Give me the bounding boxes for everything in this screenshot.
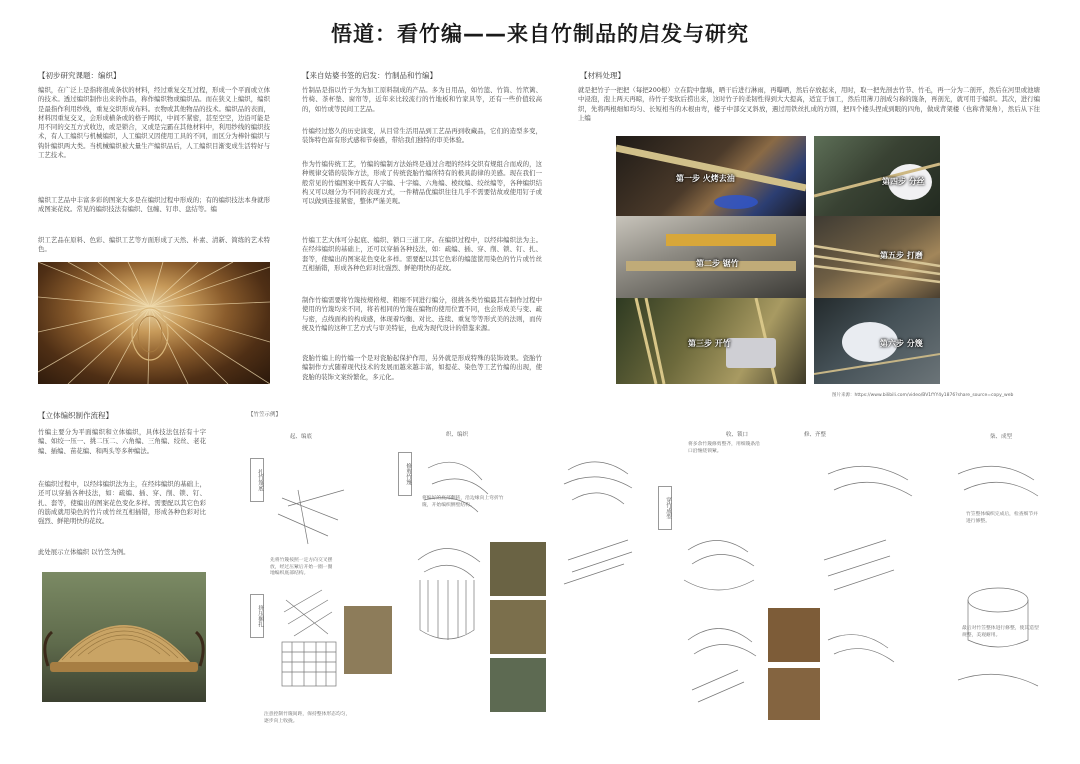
step-2-photo [616,216,806,298]
side-label-3: 修剪竹篾 [398,452,412,496]
material-processing-heading: 【材料处理】 [580,71,625,80]
3d-weaving-para-1: 竹编主要分为平面编织和立体编织，具体技法包括有十字编、如绞一压一、挑二压二、六角编、三角编、绞丝、老花编、插编、苗花编、和两头等多种编法。 [38,428,206,455]
step-4-label: 第四步 分丝 [882,177,925,186]
image-source: 图片来源：https://www.bilibili.com/video/BV1fYY4y1876?share_source=copy_web [832,393,1014,398]
weaving-research-para-1: 编织，在广泛上是指将很成条状的材料，经过重复交互过程，形成一个平面或立体的技术。透过编织制作出来的作品，称作编织物或编织品。而在狭义上编织，编织是最指作利用纱线，重复交织形成布料。衣物或其他物品的技术。编织品的表面，材料因重复交叉，会形成横条或的格子网状，中间不紧密，甚至空空，边沿可能是用不同的交互方式收边，或是锁合，又或是完霸在其他材料中，利用纱线的编织技术，有人工编织与机械编织，人工编织又因使用工具的不同，而区分为棒针编织与钩针编织两大类。当机械编织被大量生产编织品后，人工编织目渐变成生活特好与工艺技术。 [38,86,270,160]
weaving-research-heading: 【初步研究课题：编织】 [38,71,121,80]
weaving-research-para-3: 织工艺品在原料、色彩、编织工艺等方面形成了天然、朴素、清新、简练的艺术特色。 [38,236,270,254]
side-label-1: 扎竹篾底 [250,458,264,502]
weaving-research-para-2: 编织工艺品中丰富多彩的图案大多是在编织过程中形成的；有的编织技法本身就形成图案花纹。常见的编织技法有编织、包缠、钉串、盘结等。编 [38,196,270,214]
process-step-4: 修、齐整 [804,432,827,438]
process-note-3: 注意控制竹篾间距，保持整体形态均匀，逐步向上收拢。 [264,712,351,724]
process-note-1: 先将竹篾按照一定方向交叉摆放，经过压紧后开始一圈一圈地编织底部结构。 [270,558,333,576]
bamboo-products-para-6: 瓷胎竹编上的竹编一个是对瓷胎起保护作用，另外就是形成特殊的装饰效果。瓷胎竹编制作方式随着现代技术的发展而越来越丰富，如提花、染色等工艺竹编的出现，使瓷胎的装饰文案纷繁化，多元化。 [302,354,542,381]
bamboo-products-para-1: 竹制品是指以竹子为为加工原料制成的产品。多为日用品，如竹篮、竹筒、竹笊篱、竹椅、茶杯垫、窗帘等，近年来比较流行的竹地板和竹家具等，还有一些价值较高的，如竹或等民间工艺品。 [302,86,542,113]
process-note-6: 最后对竹笠整体进行修整，使其造型规整，美观耐用。 [962,626,1039,638]
process-heading: 【竹笠示例】 [248,412,282,418]
material-processing-para: 就是把竹子一把把（每把200根）立在院中靠墙，晒干后进行淋雨，再曝晒，然后存放起来，用时，取一把先剖去竹节、竹毛，再一分为二剖开，然后在河里或池塘中浸泡，泡上两天再晾，待竹子变软后捞出来，这时竹子的柔韧性得到大大提高，适宜于加工，然后用薄刀剖成匀称的篾条，再剖光，就可用于编织。其次，进行编织，先将两根细如均匀、长短相当的木根由弯，楼子中部交叉斜放，遇过用铁丝扎成的方圆，把四个楼头捏成到眼的四角，做成背架楼（也称背架角），然后从下往上编 [578,86,1040,122]
3d-weaving-para-3: 此处展示立体编织 以竹笠为例。 [38,548,130,556]
bamboo-products-para-2: 竹编经过悠久的历史演变，从目常生活用品到工艺品再到收藏品，它们的造型多变，装饰特色富有形式感和节奏感，带给我们独特的审美体验。 [302,127,542,145]
bamboo-dome-rays [38,262,270,384]
bamboo-hat-photo [42,572,206,702]
step-3-photo [616,298,806,384]
bamboo-products-heading: 【来自姑婆书签的启发：竹制品和竹编】 [302,71,437,80]
bamboo-products-para-3: 作为竹编传统工艺，竹编的编制方法始终是通过合理的经纬交织有规组合而成的，这种规律交错的装饰方法，形成了传统瓷胎竹编所特有的极具韵律的美感。现在我们一般常见的竹编图案中既有人字编、十字编、六角编、棱纹编、绞丝编等，各种编织结构又可以细分为不同的表现方式，一件精品优编织往往几乎不需要钻故或使用钉子或可以做到连接紧密，整体严谨美观。 [302,160,542,206]
step-3-label: 第三步 开竹 [688,339,731,348]
step-1-label: 第一步 火烤去油 [676,174,735,183]
process-step-3: 收、锁口 [726,432,749,438]
step-2-saw [616,216,806,298]
step-2-label: 第二步 锯竹 [696,259,739,268]
step-5-photo [814,216,940,298]
bamboo-hat-shape [42,572,206,702]
side-label-2: 挤压捆扎 [250,594,264,638]
step-4-photo [814,136,940,216]
step-1-photo [616,136,806,216]
side-label-4: 穿竹成型 [658,486,672,530]
3d-weaving-heading: 【立体编织制作流程】 [38,411,113,420]
process-note-4: 将多余竹篾修剪整齐，用细篾条沿口沿缠绕锁紧。 [688,442,760,454]
process-step-1: 起、编底 [290,434,313,440]
process-note-2: 将编好的底部翻转，沿边缘向上弯折竹篾，开始编织侧壁结构。 [422,496,504,508]
weaving-sketches [268,440,1068,750]
bamboo-dome-photo [38,262,270,384]
step-5-label: 第五步 打磨 [880,251,923,260]
process-step-2: 织、编织 [446,432,469,438]
page-title: 悟道：看竹编——来自竹制品的启发与研究 [331,22,749,46]
bamboo-products-para-4: 竹编工艺大体可分起底、编织、锁口三道工序。在编织过程中，以经纬编织法为主。在经纬编织的基础上，还可以穿插各种技法，如：疏编、插、穿、削、锁、钉、扎、套等，使编出的图案花色变化多样。需要配以其它色彩的编篮筐用染色的竹片或竹丝互相插错，形成各种色彩对比强烈、鲜艳明快的花纹。 [302,236,542,272]
3d-weaving-para-2: 在编织过程中，以经纬编织法为主，在经纬编织的基础上，还可以穿插各种技法，如：疏编、插、穿、削、锁、钉、扎、套等，使编出的图案花色变化多样。需要配以其它色彩的筋成就用染色的竹片或竹丝互相插错，形成各种色彩对比强烈、鲜艳明快的花纹。 [38,480,206,526]
step-6-photo [814,298,940,384]
process-step-5: 柒、成型 [990,434,1013,440]
step-6-label: 第六步 分篾 [880,339,923,348]
process-note-5: 竹笠整体编织完成后，检查细节并进行修整。 [966,512,1038,524]
bamboo-products-para-5: 制作竹编需要将竹篾按规格规、粗细不同进行编分，很挑各类竹编最其在制作过程中使用的竹篾均来不同，将若相同的竹篾在编物的使用位置不同，也会形成美与变、疏与密，点线面构的构成感，体现着均衡、对比、连续、重复等等形式美的法则，而传统及竹编的这种工艺方式与审美特征，也成为现代设计的借鉴来源。 [302,296,542,332]
